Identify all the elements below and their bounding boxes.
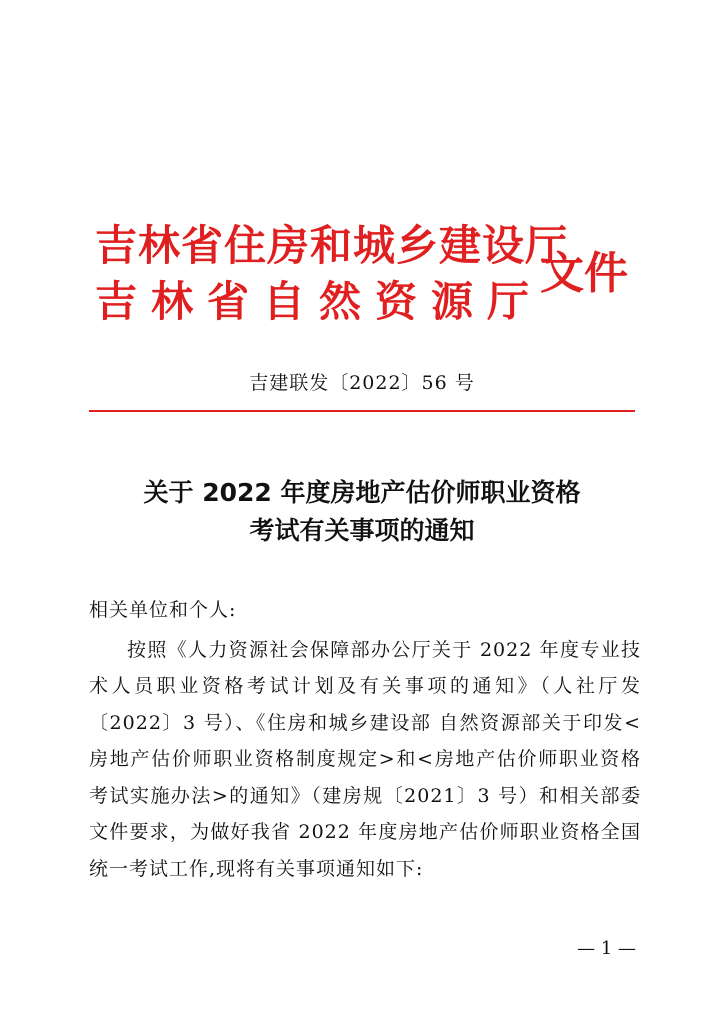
issuer-line-natural-resources-department: 吉林省自然资源厅: [95, 277, 544, 326]
document-number: 吉建联发〔2022〕56 号: [249, 372, 475, 394]
issuer-line-housing-department: 吉林省住房和城乡建设厅: [95, 221, 569, 270]
notice-body: [89, 592, 641, 887]
body-paragraph: 按照《人力资源社会保障部办公厅关于 2022 年度专业技术人员职业资格考试计划及有关事项的通知》（人社厅发〔2022〕3 号）、《住房和城乡建设部 自然资源部关于印发<房地产估价师职业资格制度规定>和<房地产估价师职业资格考试实施办法>的通知》（建房规〔2021〕3 号）和相关部委文件要求，为做好我省 2022 年度房地产估价师职业资格全国统一考试工作,现将有关事项通知如下:: [89, 638, 641, 880]
notice-title-line-1: 关于 2022 年度房地产估价师职业资格: [143, 478, 581, 507]
red-divider: [89, 410, 635, 412]
salutation: 相关单位和个人:: [89, 599, 237, 621]
page-number: — 1 —: [577, 938, 636, 959]
document-suffix: 文件: [540, 248, 628, 299]
document-header: [95, 222, 635, 342]
notice-title-line-2: 考试有关事项的通知: [249, 516, 475, 545]
